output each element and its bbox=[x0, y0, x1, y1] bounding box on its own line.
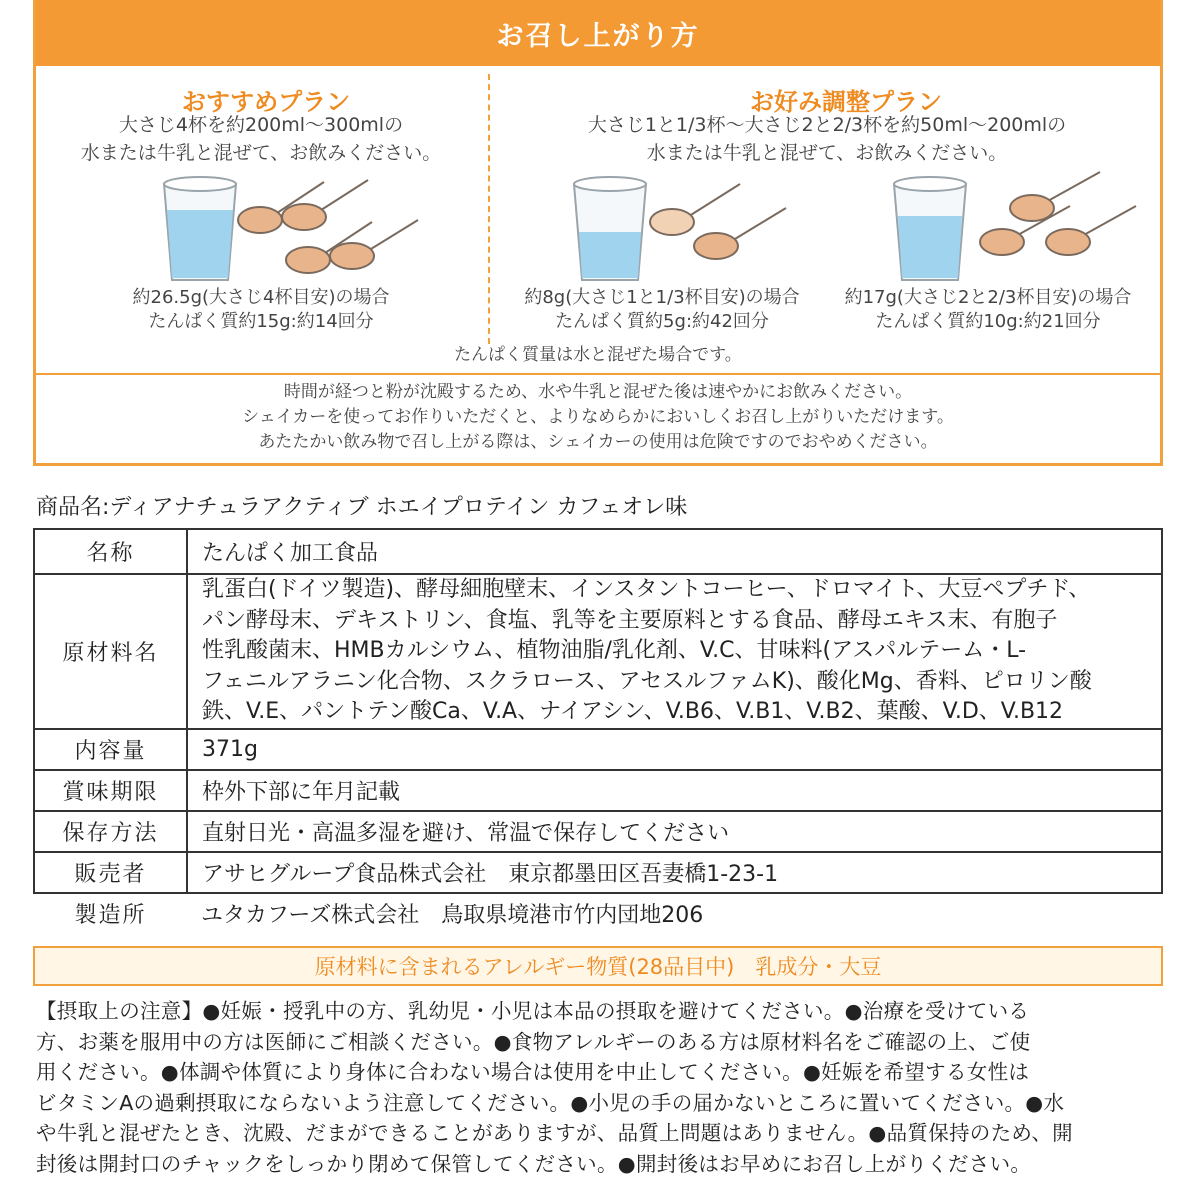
caution-line: ビタミンAの過剰摂取にならないよう注意してください。●小児の手の届かないところに置いてください。●水 bbox=[36, 1090, 1065, 1115]
adjust-caption-b-line1: 約17g(大さじ2と2/3杯目安)の場合 bbox=[844, 287, 1132, 308]
expiry-label: 賞味期限 bbox=[34, 770, 187, 811]
adjust-plan-title: お好み調整プラン bbox=[750, 88, 942, 116]
storage-label: 保存方法 bbox=[34, 811, 187, 852]
howto-bottom-notes bbox=[36, 380, 1160, 455]
recommended-plan-title: おすすめプラン bbox=[181, 88, 351, 116]
recommended-desc-line1: 大さじ4杯を約200ml〜300mlの bbox=[118, 114, 404, 136]
recommended-caption-line2: たんぱく質約15g:約14回分 bbox=[148, 311, 374, 332]
ingredients-line: パン酵母末、デキストリン、食塩、乳等を主要原料とする食品、酵母エキス末、有胞子 bbox=[202, 607, 1058, 633]
caution-line: 【摂取上の注意】●妊娠・授乳中の方、乳幼児・小児は本品の摂取を避けてください。●治療を受けている bbox=[36, 999, 1030, 1023]
howto-bottom-line1: 時間が経つと粉が沈殿するため、水や牛乳と混ぜた後は速やかにお飲みください。 bbox=[283, 382, 913, 402]
maker-value: ユタカフーズ株式会社 鳥取県境港市竹内団地206 bbox=[201, 902, 704, 928]
maker-label: 製造所 bbox=[74, 902, 147, 928]
storage-value: 直射日光・高温多湿を避け、常温で保存してください bbox=[187, 811, 1162, 852]
adjust-caption-a-line1: 約8g(大さじ1と1/3杯目安)の場合 bbox=[524, 287, 800, 308]
glass-icon bbox=[574, 177, 646, 280]
adjust-desc-line2: 水または牛乳と混ぜて、お飲みください。 bbox=[646, 142, 1008, 164]
table-row bbox=[34, 893, 1162, 933]
ingredients-value bbox=[187, 574, 1162, 729]
howto-bottom-line2: シェイカーを使ってお作りいただくと、よりなめらかにおいしくお召し上がりいただけます。 bbox=[242, 407, 954, 427]
adjust-caption-b-line2: たんぱく質約10g:約21回分 bbox=[875, 311, 1101, 332]
table-row bbox=[34, 729, 1162, 770]
name-label: 名称 bbox=[34, 529, 187, 574]
spec-table bbox=[33, 528, 1163, 933]
caution-line: 用ください。●体調や体質により身体に合わない場合は使用を中止してください。●妊娠を希望する女性は bbox=[36, 1060, 1030, 1084]
adjust-desc-line1: 大さじ1と1/3杯〜大さじ2と2/3杯を約50ml〜200mlの bbox=[587, 114, 1067, 136]
ingredients-line: 乳蛋白(ドイツ製造)、酵母細胞壁末、インスタントコーヒー、ドロマイト、大豆ペプチド、 bbox=[202, 577, 1091, 602]
glass-icon bbox=[164, 177, 236, 280]
content-value: 371g bbox=[187, 729, 1162, 770]
adjust-caption-a bbox=[502, 286, 822, 334]
howto-separator bbox=[36, 373, 1160, 375]
adjust-plan-desc bbox=[492, 111, 1162, 167]
expiry-value: 枠外下部に年月記載 bbox=[187, 770, 1162, 811]
recommended-desc-line2: 水または牛乳と混ぜて、お飲みください。 bbox=[80, 142, 442, 164]
table-row bbox=[34, 574, 1162, 729]
howto-title: お召し上がり方 bbox=[36, 0, 1160, 66]
ingredients-line: フェニルアラニン化合物、スクラロース、アセスルファムK)、酸化Mg、香料、ピロリン酸 bbox=[202, 668, 1092, 694]
glass-with-four-spoons-icon bbox=[136, 170, 436, 290]
spoon-icon bbox=[650, 184, 786, 259]
glass-icon bbox=[894, 177, 966, 280]
ingredients-line: 鉄、V.E、パントテン酸Ca、V.A、ナイアシン、V.B6、V.B1、V.B2、葉酸、V.D、V.B12 bbox=[202, 699, 1064, 724]
seller-value: アサヒグループ食品株式会社 東京都墨田区吾妻橋1-23-1 bbox=[187, 852, 1162, 893]
recommended-caption bbox=[36, 286, 486, 334]
caution-line: や牛乳と混ぜたとき、沈殿、だまができることがありますが、品質上問題はありません。●品質保持のため、開 bbox=[36, 1121, 1073, 1145]
caution-notes bbox=[36, 996, 1166, 1179]
protein-note: たんぱく質量は水と混ぜた場合です。 bbox=[454, 345, 742, 365]
table-row bbox=[34, 852, 1162, 893]
plan-divider bbox=[488, 74, 490, 344]
glass-with-three-spoons-icon bbox=[886, 170, 1166, 290]
allergy-banner: 原材料に含まれるアレルギー物質(28品目中) 乳成分・大豆 bbox=[33, 946, 1163, 986]
adjust-caption-a-line2: たんぱく質約5g:約42回分 bbox=[555, 311, 769, 332]
caution-line: 封後は開封口のチャックをしっかり閉めて保管してください。●開封後はお早めにお召し上がりください。 bbox=[36, 1151, 1032, 1176]
content-label: 内容量 bbox=[34, 729, 187, 770]
howto-bottom-line3: あたたかい飲み物で召し上がる際は、シェイカーの使用は危険ですのでおやめください。 bbox=[258, 432, 938, 452]
recommended-plan-desc bbox=[36, 111, 486, 167]
product-name: 商品名:ディアナチュラアクティブ ホエイプロテイン カフェオレ味 bbox=[36, 495, 688, 520]
adjust-caption-b bbox=[828, 286, 1148, 334]
caution-line: 方、お薬を服用中の方は医師にご相談ください。●食物アレルギーのある方は原材料名をご確認の上、ご使 bbox=[36, 1029, 1031, 1054]
table-row bbox=[34, 770, 1162, 811]
ingredients-line: 性乳酸菌末、HMBカルシウム、植物油脂/乳化剤、V.C、甘味料(アスパルテーム・L- bbox=[202, 638, 1027, 663]
seller-label: 販売者 bbox=[34, 852, 187, 893]
howto-box bbox=[33, 0, 1163, 466]
table-row bbox=[34, 811, 1162, 852]
spoon-icon bbox=[238, 180, 418, 273]
spoon-icon bbox=[980, 172, 1136, 255]
recommended-caption-line1: 約26.5g(大さじ4杯目安)の場合 bbox=[132, 287, 390, 308]
table-row bbox=[34, 529, 1162, 574]
name-value: たんぱく加工食品 bbox=[187, 529, 1162, 574]
ingredients-label: 原材料名 bbox=[34, 574, 187, 729]
glass-with-two-spoons-icon bbox=[566, 170, 826, 290]
